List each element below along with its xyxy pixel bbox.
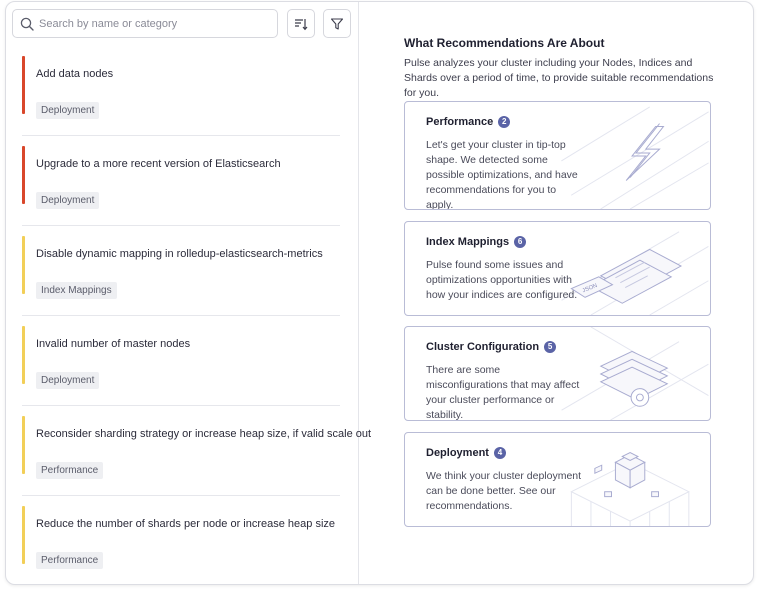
lightning-illustration-icon <box>560 102 710 209</box>
category-card-index-mappings[interactable] <box>404 221 711 316</box>
gear-config-illustration-icon <box>560 327 710 420</box>
category-card-deployment[interactable] <box>404 432 711 527</box>
category-header <box>426 116 510 128</box>
category-tag: Deployment <box>36 372 99 389</box>
category-description: We think your cluster deployment can be done better. See our recommendations. <box>426 470 582 512</box>
category-name: Index Mappings <box>426 236 510 248</box>
recommendation-title: Add data nodes <box>36 68 114 80</box>
category-count-badge: 6 <box>514 236 526 248</box>
category-name: Performance <box>426 116 494 128</box>
recommendation-title: Reduce the number of shards per node or increase heap size <box>36 518 336 530</box>
filter-icon <box>330 17 344 31</box>
category-tag: Index Mappings <box>36 282 117 299</box>
json-documents-illustration-icon <box>560 222 710 315</box>
search-icon <box>20 17 34 31</box>
recommendation-title: Invalid number of master nodes <box>36 338 191 350</box>
recommendations-panel <box>5 1 754 585</box>
recommendation-title: Upgrade to a more recent version of Elasticsearch <box>36 158 281 170</box>
category-header <box>426 447 506 459</box>
recommendation-item-add-data-nodes[interactable] <box>22 46 340 136</box>
recommendation-info-pane <box>359 2 753 584</box>
info-description: Pulse analyzes your cluster including your Nodes, Indices and Shards over a period of time, to provide suitable recommendations for you. <box>404 57 714 99</box>
category-card-performance[interactable] <box>404 101 711 210</box>
category-name: Cluster Configuration <box>426 341 540 353</box>
severity-bar <box>22 146 25 204</box>
sort-button[interactable] <box>287 9 315 38</box>
recommendation-item-sharding-strategy[interactable] <box>22 406 372 496</box>
category-description: There are some misconfigurations that may affect your cluster performance or stability. <box>426 364 580 421</box>
recommendation-item-upgrade-elasticsearch[interactable] <box>22 136 340 226</box>
filter-button[interactable] <box>323 9 351 38</box>
category-count-badge: 4 <box>494 447 506 459</box>
severity-bar <box>22 326 25 384</box>
category-count-badge: 2 <box>498 116 510 128</box>
search-input[interactable] <box>39 13 271 34</box>
server-deployment-illustration-icon <box>560 433 710 526</box>
category-tag: Deployment <box>36 192 99 209</box>
search-box[interactable] <box>12 9 278 38</box>
category-tag: Performance <box>36 552 103 569</box>
recommendation-title: Reconsider sharding strategy or increase heap size, if valid scale out <box>36 428 372 440</box>
category-card-cluster-configuration[interactable] <box>404 326 711 421</box>
recommendation-item-master-nodes[interactable] <box>22 316 340 406</box>
recommendation-title: Disable dynamic mapping in rolledup-elasticsearch-metrics <box>36 248 323 260</box>
category-tag: Deployment <box>36 102 99 119</box>
severity-bar <box>22 56 25 114</box>
recommendation-item-reduce-shards[interactable] <box>22 496 340 585</box>
category-tag: Performance <box>36 462 103 479</box>
category-name: Deployment <box>426 447 489 459</box>
category-header <box>426 236 526 248</box>
info-heading: What Recommendations Are About <box>404 36 605 50</box>
list-toolbar <box>12 9 352 39</box>
json-art-label: JSON <box>581 282 599 295</box>
recommendation-list-pane <box>6 2 372 584</box>
category-count-badge: 5 <box>544 341 556 353</box>
category-description: Let's get your cluster in tip-top shape. We detected some possible optimizations, and have recommendations for you to apply. <box>426 139 578 210</box>
sort-icon <box>294 17 308 31</box>
category-description: Pulse found some issues and optimizations opportunities with how your indices are configured. <box>426 259 578 301</box>
recommendation-item-disable-dynamic-mapping[interactable] <box>22 226 340 316</box>
severity-bar <box>22 506 25 564</box>
severity-bar <box>22 236 25 294</box>
category-header <box>426 341 556 353</box>
severity-bar <box>22 416 25 474</box>
